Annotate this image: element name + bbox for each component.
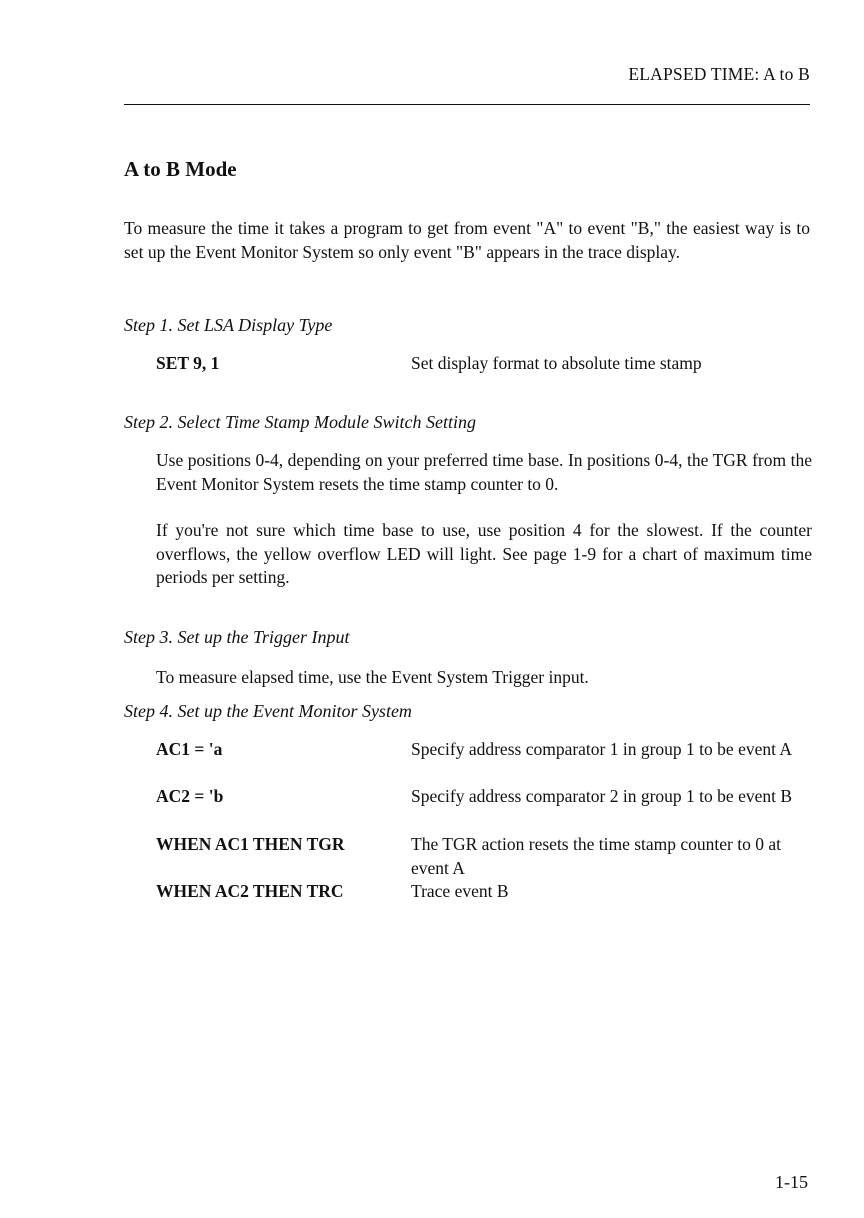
step-3-paragraph: To measure elapsed time, use the Event System Trigger input. — [156, 667, 589, 687]
step-4-title: Step 4. Set up the Event Monitor System — [124, 701, 412, 721]
command-text: AC1 = 'a — [156, 739, 223, 759]
header-rule — [124, 104, 810, 105]
step-2-paragraph-1: Use positions 0-4, depending on your preferred time base. In positions 0-4, the TGR from the Event Monitor System resets the time stamp counter to 0. — [156, 450, 812, 494]
page-number: 1-15 — [775, 1172, 808, 1192]
command-description: Specify address comparator 1 in group 1 to be event A — [411, 739, 793, 759]
step-2-title: Step 2. Select Time Stamp Module Switch Setting — [124, 412, 476, 432]
step-2-paragraph-2: If you're not sure which time base to use, use position 4 for the slowest. If the counter overflows, the yellow overflow LED will light. See page 1-9 for a chart of maximum time periods per setting. — [156, 520, 812, 587]
section-title: A to B Mode — [124, 157, 237, 181]
step-1-title: Step 1. Set LSA Display Type — [124, 315, 333, 335]
command-text: WHEN AC1 THEN TGR — [156, 834, 345, 854]
intro-paragraph: To measure the time it takes a program to get from event "A" to event "B," the easiest way is to set up the Event Monitor System so only event "B" appears in the trace display. — [124, 218, 810, 262]
command-description: The TGR action resets the time stamp counter to 0 at event A — [411, 834, 781, 878]
command-text: SET 9, 1 — [156, 353, 220, 373]
command-description: Set display format to absolute time stamp — [411, 353, 702, 373]
running-header: ELAPSED TIME: A to B — [628, 64, 810, 84]
command-text: AC2 = 'b — [156, 786, 224, 806]
command-description: Specify address comparator 2 in group 1 to be event B — [411, 786, 793, 806]
step-3-title: Step 3. Set up the Trigger Input — [124, 627, 350, 647]
command-description: Trace event B — [411, 881, 509, 901]
command-text: WHEN AC2 THEN TRC — [156, 881, 344, 901]
